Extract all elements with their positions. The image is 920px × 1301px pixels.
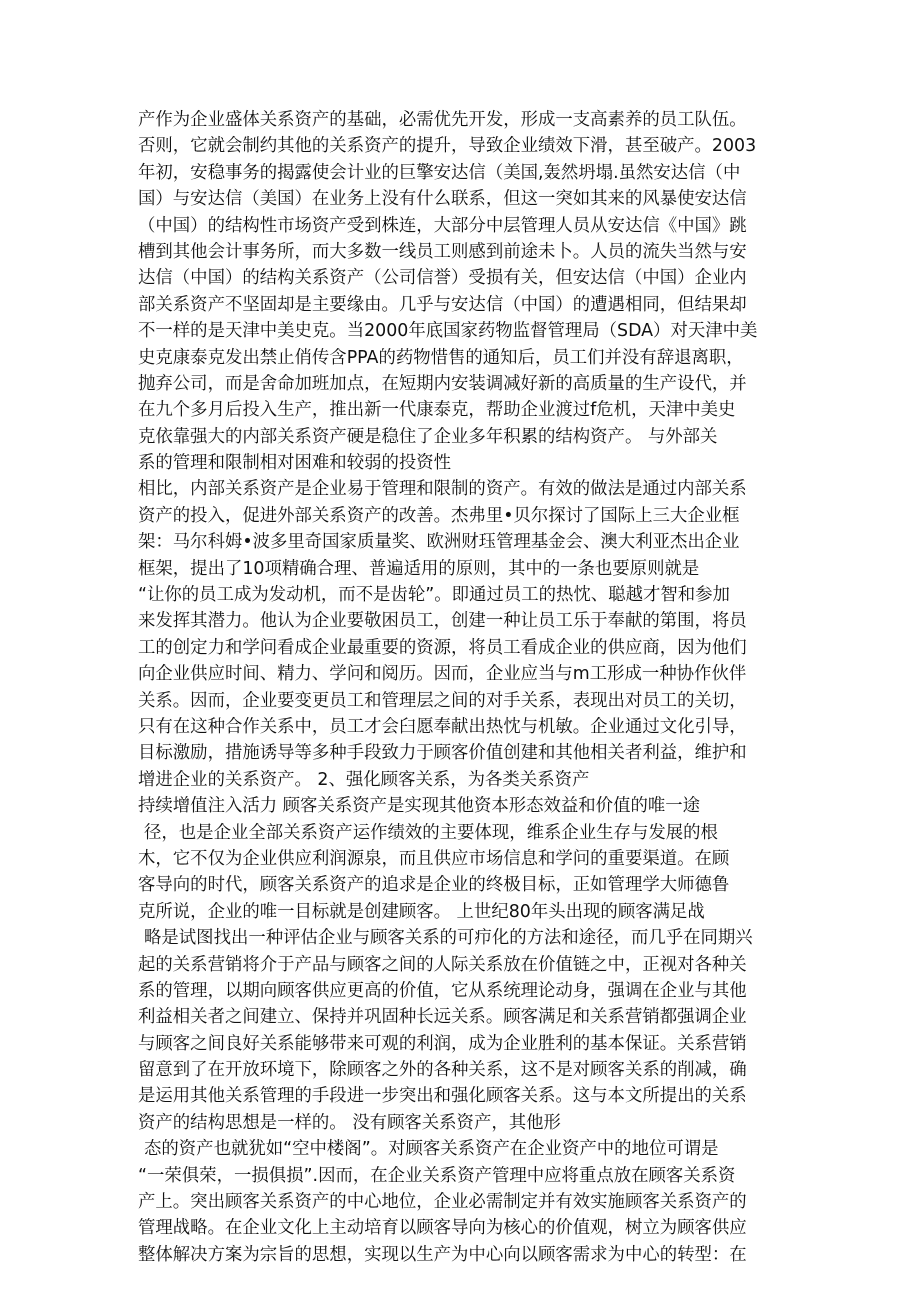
text-line: 关系。因而，企业要变更员工和管理层之间的对手关系，表现出对员工的关切， xyxy=(138,690,747,711)
text-line: 资产的结构思想是一样的。 没有顾客关系资产，其他形 xyxy=(138,1112,561,1133)
text-line: （中国）的结构性市场资产受到株连，大部分中层管理人员从安达信《中国》跳 xyxy=(138,215,747,236)
text-line: 利益相关者之间建立、保持并巩固种长远关系。顾客满足和关系营销都强调企业 xyxy=(138,1007,747,1028)
text-line: 达信（中国）的结构关系资产（公司信誉）受损有关，但安达信（中国）企业内 xyxy=(138,268,747,289)
text-line: 客导向的时代，顾客关系资产的追求是企业的终极目标，正如管理学大师德鲁 xyxy=(138,875,730,896)
text-line: 国）与安达信（美国）在业务上没有什么联系，但这一突如其来的风暴使安达信 xyxy=(138,189,747,210)
text-line: 木，它不仅为企业供应利润源泉，而且供应市场信息和学问的重要渠道。在顾 xyxy=(138,848,730,869)
text-line: “让你的员工成为发动机，而不是齿轮”。即通过员工的热忱、聪越才智和参加 xyxy=(138,585,730,606)
text-line: 来发挥其潜力。他认为企业要敬困员工，创建一种让员工乐于奉献的第围，将员 xyxy=(138,611,747,632)
text-line: 产作为企业盛体关系资产的基础，必需优先开发，形成一支高素养的员工队伍。 xyxy=(138,110,747,130)
text-line: 在九个多月后投入生产，推出新一代康泰克，帮助企业渡过f危机，天津中美史 xyxy=(138,400,736,421)
text-line: 与顾客之间良好关系能够带来可观的利润，成为企业胜利的基本保证。关系营销 xyxy=(138,1033,747,1054)
text-line: 目标激励，措施诱导等多种手段致力于顾客价值创建和其他相关者利益，维护和 xyxy=(138,743,747,764)
text-line: 资产的投入，促进外部关系资产的改善。杰弗里•贝尔探讨了国际上三大企业框 xyxy=(138,505,740,526)
text-line: 相比，内部关系资产是企业易于管理和限制的资产。有效的做法是通过内部关系 xyxy=(138,479,747,500)
text-line: 克所说，企业的唯一目标就是创建顾客。 上世纪80年头出现的顾客满足战 xyxy=(138,901,705,922)
text-line: 起的关系营销将介于产品与顾客之间的人际关系放在价值链之中，正视对各种关 xyxy=(138,954,747,975)
text-line: 产上。突出顾客关系资产的中心地位，企业必需制定并有效实施顾客关系资产的 xyxy=(138,1192,747,1213)
text-line: 态的资产也就犹如“空中楼阁”。对顾客关系资产在企业资产中的地位可谓是 xyxy=(144,1139,719,1160)
text-line: 架：马尔科姆•波多里奇国家质量奖、欧洲财珏管理基金会、澳大利亚杰出企业 xyxy=(138,532,740,553)
text-line: 整体解决方案为宗旨的思想，实现以生产为中心向以顾客需求为中心的转型：在 xyxy=(138,1244,747,1265)
text-line: 增进企业的关系资产。 2、强化顾客关系，为各类关系资产 xyxy=(138,769,590,790)
text-line: 径，也是企业全部关系资产运作绩效的主要体现，维系企业生存与发展的根 xyxy=(144,822,718,843)
text-line: 是运用其他关系管理的手段进一步突出和强化顾客关系。这与本文所提出的关系 xyxy=(138,1086,747,1107)
text-line: 克依靠强大的内部关系资产硬是稳住了企业多年积累的结构资产。 与外部关 xyxy=(138,426,718,447)
text-line: 年初，安稳事务的揭露使会计业的巨擎安达信（美国,轰然坍塌.虽然安达信（中 xyxy=(138,162,741,183)
text-line: 工的创定力和学问看成企业最重要的资源，将员工看成企业的供应商，因为他们 xyxy=(138,637,747,658)
text-line: 只有在这种合作关系中，员工才会臼愿奉献出热忱与机敏。企业通过文化引导， xyxy=(138,716,747,737)
text-line: 系的管理，以期向顾客供应更高的价值，它从系统理论动身，强调在企业与其他 xyxy=(138,980,747,1001)
text-line: 不一样的是天津中美史克。当2000年底国家药物监督管理局（SDA）对天津中美 xyxy=(138,321,758,342)
text-line: 略是试图找出一种评估企业与顾客关系的可疖化的方法和途径，而几乎在同期兴 xyxy=(144,928,753,949)
text-line: 管理战略。在企业文化上主动培育以顾客导向为核心的价值观，树立为顾客供应 xyxy=(138,1218,747,1239)
text-line: 部关系资产不坚固却是主要缘由。几乎与安达信（中国）的遭遇相同，但结果却 xyxy=(138,294,747,315)
text-line: 向企业供应时间、精力、学问和阅历。因而，企业应当与m工形成一种协作伙伴 xyxy=(138,664,747,685)
text-line: 史克康泰克发出禁止俏传含PPA的药物惜售的通知后，员工们并没有辞退离职， xyxy=(138,347,744,368)
body-text xyxy=(138,107,788,1268)
text-line: 槽到其他会计事务所，而大多数一线员工则感到前途未卜。人员的流失当然与安 xyxy=(138,241,747,262)
text-line: 留意到了在开放环境下，除顾客之外的各种关系，这不是对顾客关系的削减，确 xyxy=(138,1060,747,1081)
text-line: 持续增值注入活力 顾客关系资产是实现其他资本形态效益和价值的唯一途 xyxy=(138,796,701,817)
text-line: “一荣俱荣，一损俱损”.因而，在企业关系资产管理中应将重点放在顾客关系资 xyxy=(138,1165,736,1186)
text-line: 系的管理和限制相对困难和较弱的投资性 xyxy=(138,453,452,474)
text-line: 否则，它就会制约其他的关系资产的提升，导致企业绩效下滑，甚至破产。2003 xyxy=(138,136,757,157)
text-line: 框架，提出了10项精确合理、普遍适用的原则，其中的一条也要原则就是 xyxy=(138,558,700,579)
text-line: 抛弃公司，而是舍命加班加点，在短期内安装调减好新的高质量的生产设代，并 xyxy=(138,373,747,394)
